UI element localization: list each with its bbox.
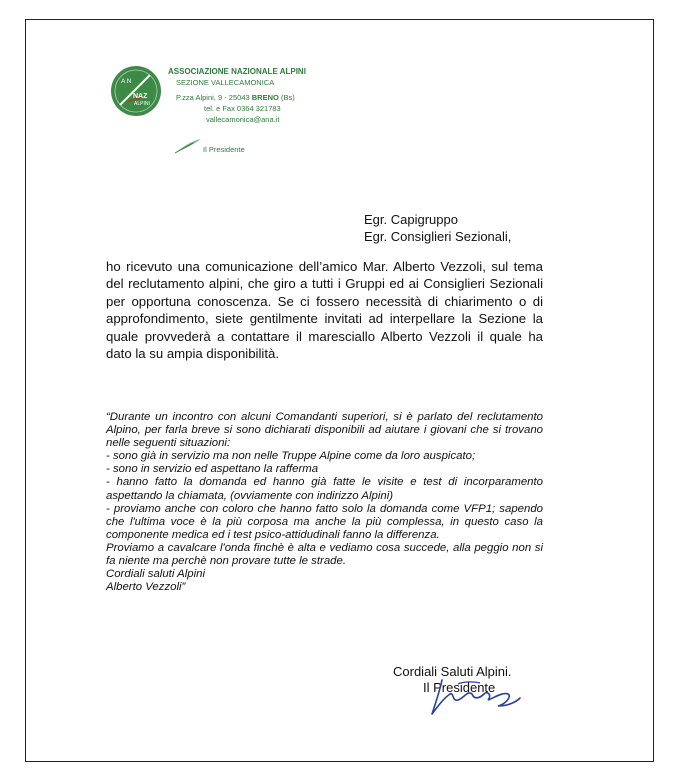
email-address: vallecamonica@ana.it <box>206 115 280 124</box>
logo-text-alpini: ALPINI <box>134 101 150 107</box>
address-province: (Bs) <box>280 93 295 102</box>
logo-text-top: A N <box>121 78 132 85</box>
ana-logo <box>110 65 162 117</box>
quote-item: - sono in servizio ed aspettano la rafferma <box>106 463 319 476</box>
address-prefix: P.zza Alpini, 9 - 25043 <box>176 93 250 102</box>
section-name: SEZIONE VALLECAMONICA <box>176 78 275 87</box>
quote-signature: Alberto Vezzoli” <box>106 581 186 594</box>
quote-item: - proviamo anche con coloro che hanno fatto solo la domanda come VFP1; sapendo che l'ultima voce è la più corposa ma anche la più complessa, in questo caso la componente medica ed i test psico-attidudinali fanno la differenza. <box>106 502 543 541</box>
address-city: BRENO <box>251 93 279 102</box>
closing-salutation: Cordiali Saluti Alpini. <box>393 664 512 679</box>
feather-icon <box>173 137 203 155</box>
quote-salutation: Cordiali saluti Alpini <box>106 568 205 581</box>
quote-paragraph: “Durante un incontro con alcuni Comandanti superiori, si è parlato del reclutamento Alpino, per farla breve si sono dichiarati disponibili ad aiutare i giovani che si trovano nelle seguenti situazioni: <box>106 411 543 450</box>
quote-item: - sono già in servizio ma non nelle Truppe Alpine come da loro auspicato; <box>106 450 476 463</box>
quoted-message <box>106 411 543 594</box>
recipient-line: Egr. Capigruppo <box>364 212 458 227</box>
phone-fax: tel. e Fax 0364 321783 <box>204 104 281 113</box>
quote-paragraph: Proviamo a cavalcare l'onda finchè è alta e vediamo cosa succede, alla peggio non si fa niente ma perchè non provare tutte le strade. <box>106 541 543 568</box>
quote-item: - hanno fatto la domanda ed hanno già fatte le visite e test di incorparamento aspettando la chiamata, (ovviamente con indirizzo Alpini) <box>106 476 543 502</box>
logo-text-naz: NAZ <box>133 93 148 100</box>
letter-body: ho ricevuto una comunicazione dell’amico Mar. Alberto Vezzoli, sul tema del reclutamento alpini, che giro a tutti i Gruppi ed ai Consiglieri Sezionali per opportuna conoscenza. Se ci fossero necessità di chiarimento o di approfondimento, siete gentilmente invitati ad interpellare la Sezione la quale provvederà a contattare il maresciallo Alberto Vezzoli il quale ha dato la su ampia disponibilità. <box>106 259 543 362</box>
letter-page <box>25 19 654 762</box>
closing-title: Il Presidente <box>423 680 496 695</box>
address-line <box>168 92 306 103</box>
handwritten-signature <box>428 676 523 718</box>
association-name: ASSOCIAZIONE NAZIONALE ALPINI <box>168 67 306 76</box>
recipient-line: Egr. Consiglieri Sezionali, <box>364 229 512 244</box>
president-label: Il Presidente <box>203 145 245 154</box>
letterhead <box>168 66 306 125</box>
recipients <box>364 211 511 245</box>
logo-circle <box>111 66 161 116</box>
